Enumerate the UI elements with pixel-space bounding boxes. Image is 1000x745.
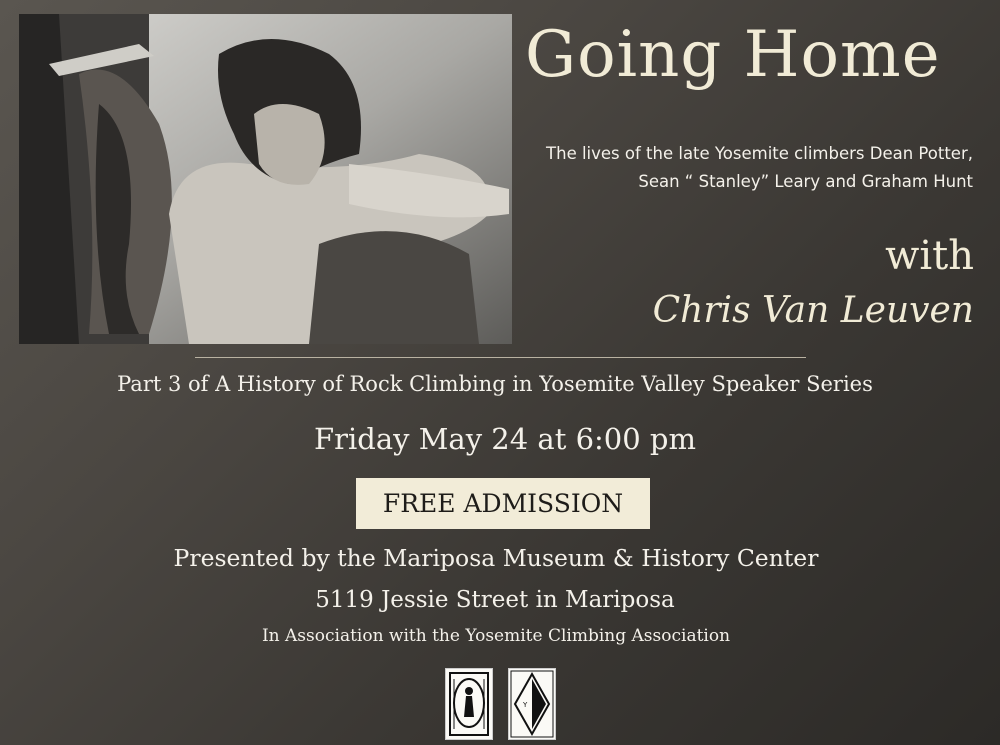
speaker-name: Chris Van Leuven bbox=[652, 290, 974, 331]
event-date: Friday May 24 at 6:00 pm bbox=[314, 422, 696, 456]
association-line: In Association with the Yosemite Climbing Association bbox=[261, 626, 731, 646]
with-label: with bbox=[885, 233, 974, 279]
event-address: 5119 Jessie Street in Mariposa bbox=[315, 587, 675, 613]
event-subtitle: The lives of the late Yosemite climbers Dean Potter, Sean “ Stanley” Leary and Graham Hunt bbox=[546, 144, 973, 191]
event-title: Going Home bbox=[525, 18, 941, 92]
admission-badge: FREE ADMISSION bbox=[356, 478, 650, 529]
climber-photo bbox=[19, 14, 512, 344]
climbing-association-logo-icon bbox=[508, 668, 556, 740]
svg-text:Y: Y bbox=[523, 701, 528, 709]
series-info: Part 3 of A History of Rock Climbing in Yosemite Valley Speaker Series bbox=[117, 372, 873, 396]
presenter-line: Presented by the Mariposa Museum & History Center bbox=[173, 544, 819, 572]
museum-logo-icon bbox=[445, 668, 493, 740]
divider-line bbox=[195, 357, 806, 358]
